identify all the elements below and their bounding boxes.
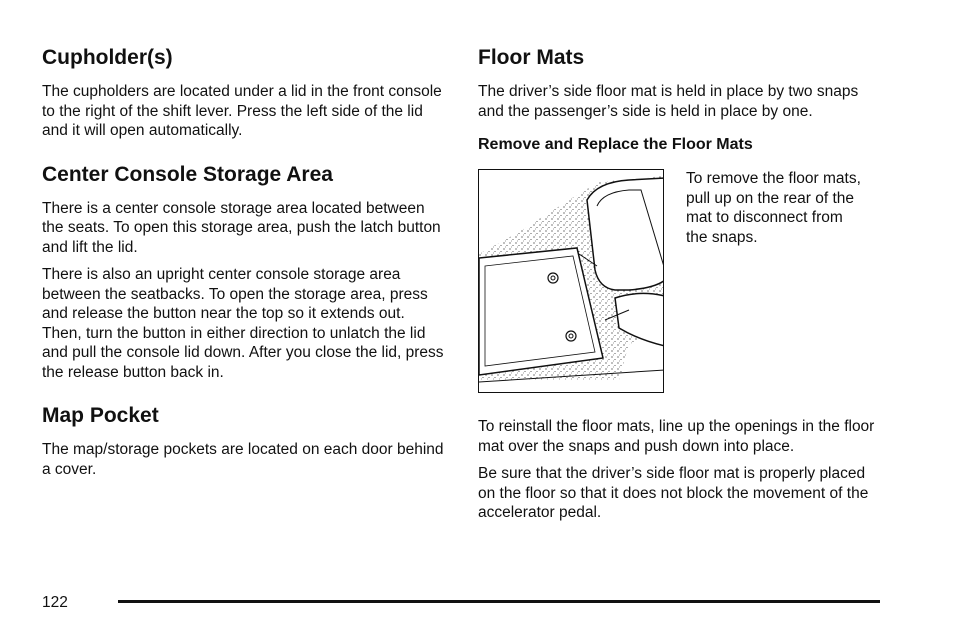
left-column (42, 44, 446, 493)
floor-mat-illustration (478, 169, 664, 393)
console-paragraph-2: There is also an upright center console storage area between the seatbacks. To open the storage area, press and release the button near the top so it extends out. Then, turn the button in either direction to unlatch the lid and pull the console lid down. After you close the lid, press the release button back in. (42, 266, 444, 381)
page-number: 122 (42, 594, 68, 611)
remove-replace-subheading: Remove and Replace the Floor Mats (478, 136, 753, 153)
map-pocket-heading: Map Pocket (42, 404, 159, 427)
right-column (478, 44, 878, 531)
section-map-pocket (42, 402, 446, 479)
figure-caption: To remove the floor mats, pull up on the rear of the mat to disconnect from the snaps. (686, 170, 861, 246)
floor-mats-intro: The driver’s side floor mat is held in place by two snaps and the passenger’s side is held in place by one. (478, 83, 859, 120)
floor-mats-heading: Floor Mats (478, 46, 585, 69)
section-center-console (42, 161, 446, 383)
accelerator-warning-paragraph: Be sure that the driver’s side floor mat is properly placed on the floor so that it does not block the movement of the accelerator pedal. (478, 465, 869, 521)
floor-mat-figure-row (478, 169, 878, 401)
reinstall-paragraph: To reinstall the floor mats, line up the openings in the floor mat over the snaps and push down into place. (478, 418, 875, 455)
console-paragraph-1: There is a center console storage area located between the seats. To open this storage area, push the latch button and lift the lid. (42, 199, 441, 256)
section-cupholders (42, 44, 446, 141)
cupholders-heading: Cupholder(s) (42, 46, 173, 69)
map-pocket-paragraph: The map/storage pockets are located on each door behind a cover. (42, 441, 444, 478)
footer-rule (118, 600, 880, 603)
console-heading: Center Console Storage Area (42, 162, 333, 186)
cupholders-paragraph: The cupholders are located under a lid in the front console to the right of the shift lever. Press the left side of the lid and it will open automatically. (42, 83, 442, 139)
floor-mat-drawing (479, 170, 664, 393)
reinstall-text (478, 417, 878, 523)
